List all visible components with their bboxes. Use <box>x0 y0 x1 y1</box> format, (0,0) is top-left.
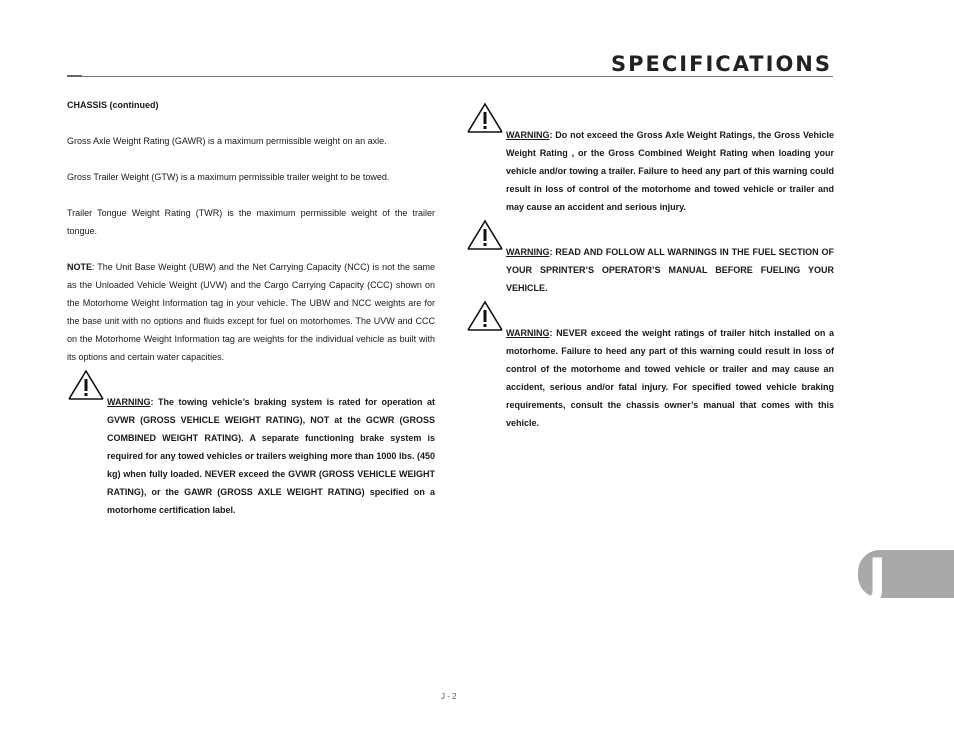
warning-text: : Do not exceed the Gross Axle Weight Ratings, the Gross Vehicle Weight Rating , or the Gross Combined Weight Rating when loading your vehicle and/or towing a trailer. Failure to heed any part of this warning could result in loss of control of the motorhome and towed vehicle or trailer and may cause an accident and serious injury. <box>506 130 834 212</box>
warning-block-towing-brakes <box>67 375 435 519</box>
warning-label: WARNING <box>107 397 151 407</box>
header-rule <box>67 76 833 77</box>
warning-triangle-icon <box>466 102 504 134</box>
warning-label: WARNING <box>506 130 550 140</box>
warning-text: : The towing vehicle’s braking system is rated for operation at GVWR (GROSS VEHICLE WEIGHT RATING), NOT at the GCWR (GROSS COMBINED WEIGHT RATING). A separate functioning brake system is required for any towed vehicles or trailers weighing more than 1000 lbs. (450 kg) when fully loaded. NEVER exceed the GVWR (GROSS VEHICLE WEIGHT RATING), or the GAWR (GROSS AXLE WEIGHT RATING) specified on a motorhome certification label. <box>107 397 435 515</box>
page-number: J - 2 <box>441 692 457 701</box>
header-rule-accent <box>67 75 82 77</box>
warning-label: WARNING <box>506 247 550 257</box>
warning-block-trailer-hitch <box>466 306 834 432</box>
warning-block-weight-ratings <box>466 108 834 216</box>
warning-label: WARNING <box>506 328 550 338</box>
warning-text: : READ AND FOLLOW ALL WARNINGS IN THE FUEL SECTION OF YOUR SPRINTER’S OPERATOR’S MANUAL BEFORE FUELING YOUR VEHICLE. <box>506 247 834 293</box>
note-paragraph <box>67 258 435 366</box>
warning-block-fuel <box>466 225 834 297</box>
section-heading: CHASSIS (continued) <box>67 100 159 110</box>
warning-text: : NEVER exceed the weight ratings of trailer hitch installed on a motorhome. Failure to heed any part of this warning could result in loss of control of the motorhome and towed vehicle or trailer and may cause an accident, serious and/or fatal injury. For specified towed vehicle braking requirements, consult the chassis owner’s manual that comes with this vehicle. <box>506 328 834 428</box>
section-tab <box>858 548 954 606</box>
left-column <box>67 96 435 519</box>
page-title: SPECIFICATIONS <box>611 52 832 76</box>
paragraph-gawr: Gross Axle Weight Rating (GAWR) is a maximum permissible weight on an axle. <box>67 136 387 146</box>
paragraph-twr: Trailer Tongue Weight Rating (TWR) is the maximum permissible weight of the trailer tongue. <box>67 208 435 236</box>
right-column <box>466 108 834 432</box>
section-tab-letter: J <box>868 548 887 606</box>
paragraph-gtw: Gross Trailer Weight (GTW) is a maximum permissible trailer weight to be towed. <box>67 172 390 182</box>
warning-triangle-icon <box>466 300 504 332</box>
warning-triangle-icon <box>67 369 105 401</box>
warning-triangle-icon <box>466 219 504 251</box>
note-text: : The Unit Base Weight (UBW) and the Net Carrying Capacity (NCC) is not the same as the Unloaded Vehicle Weight (UVW) and the Cargo Carrying Capacity (CCC) shown on the Motorhome Weight Information tag in your vehicle. The UBW and NCC weights are for the base unit with no options and fluids except for fuel on motorhomes. The UVW and CCC on the Motorhome Weight Information tag are weights for the individual vehicle as built with its options and certain water capacities. <box>67 262 435 362</box>
note-label: NOTE <box>67 262 93 272</box>
